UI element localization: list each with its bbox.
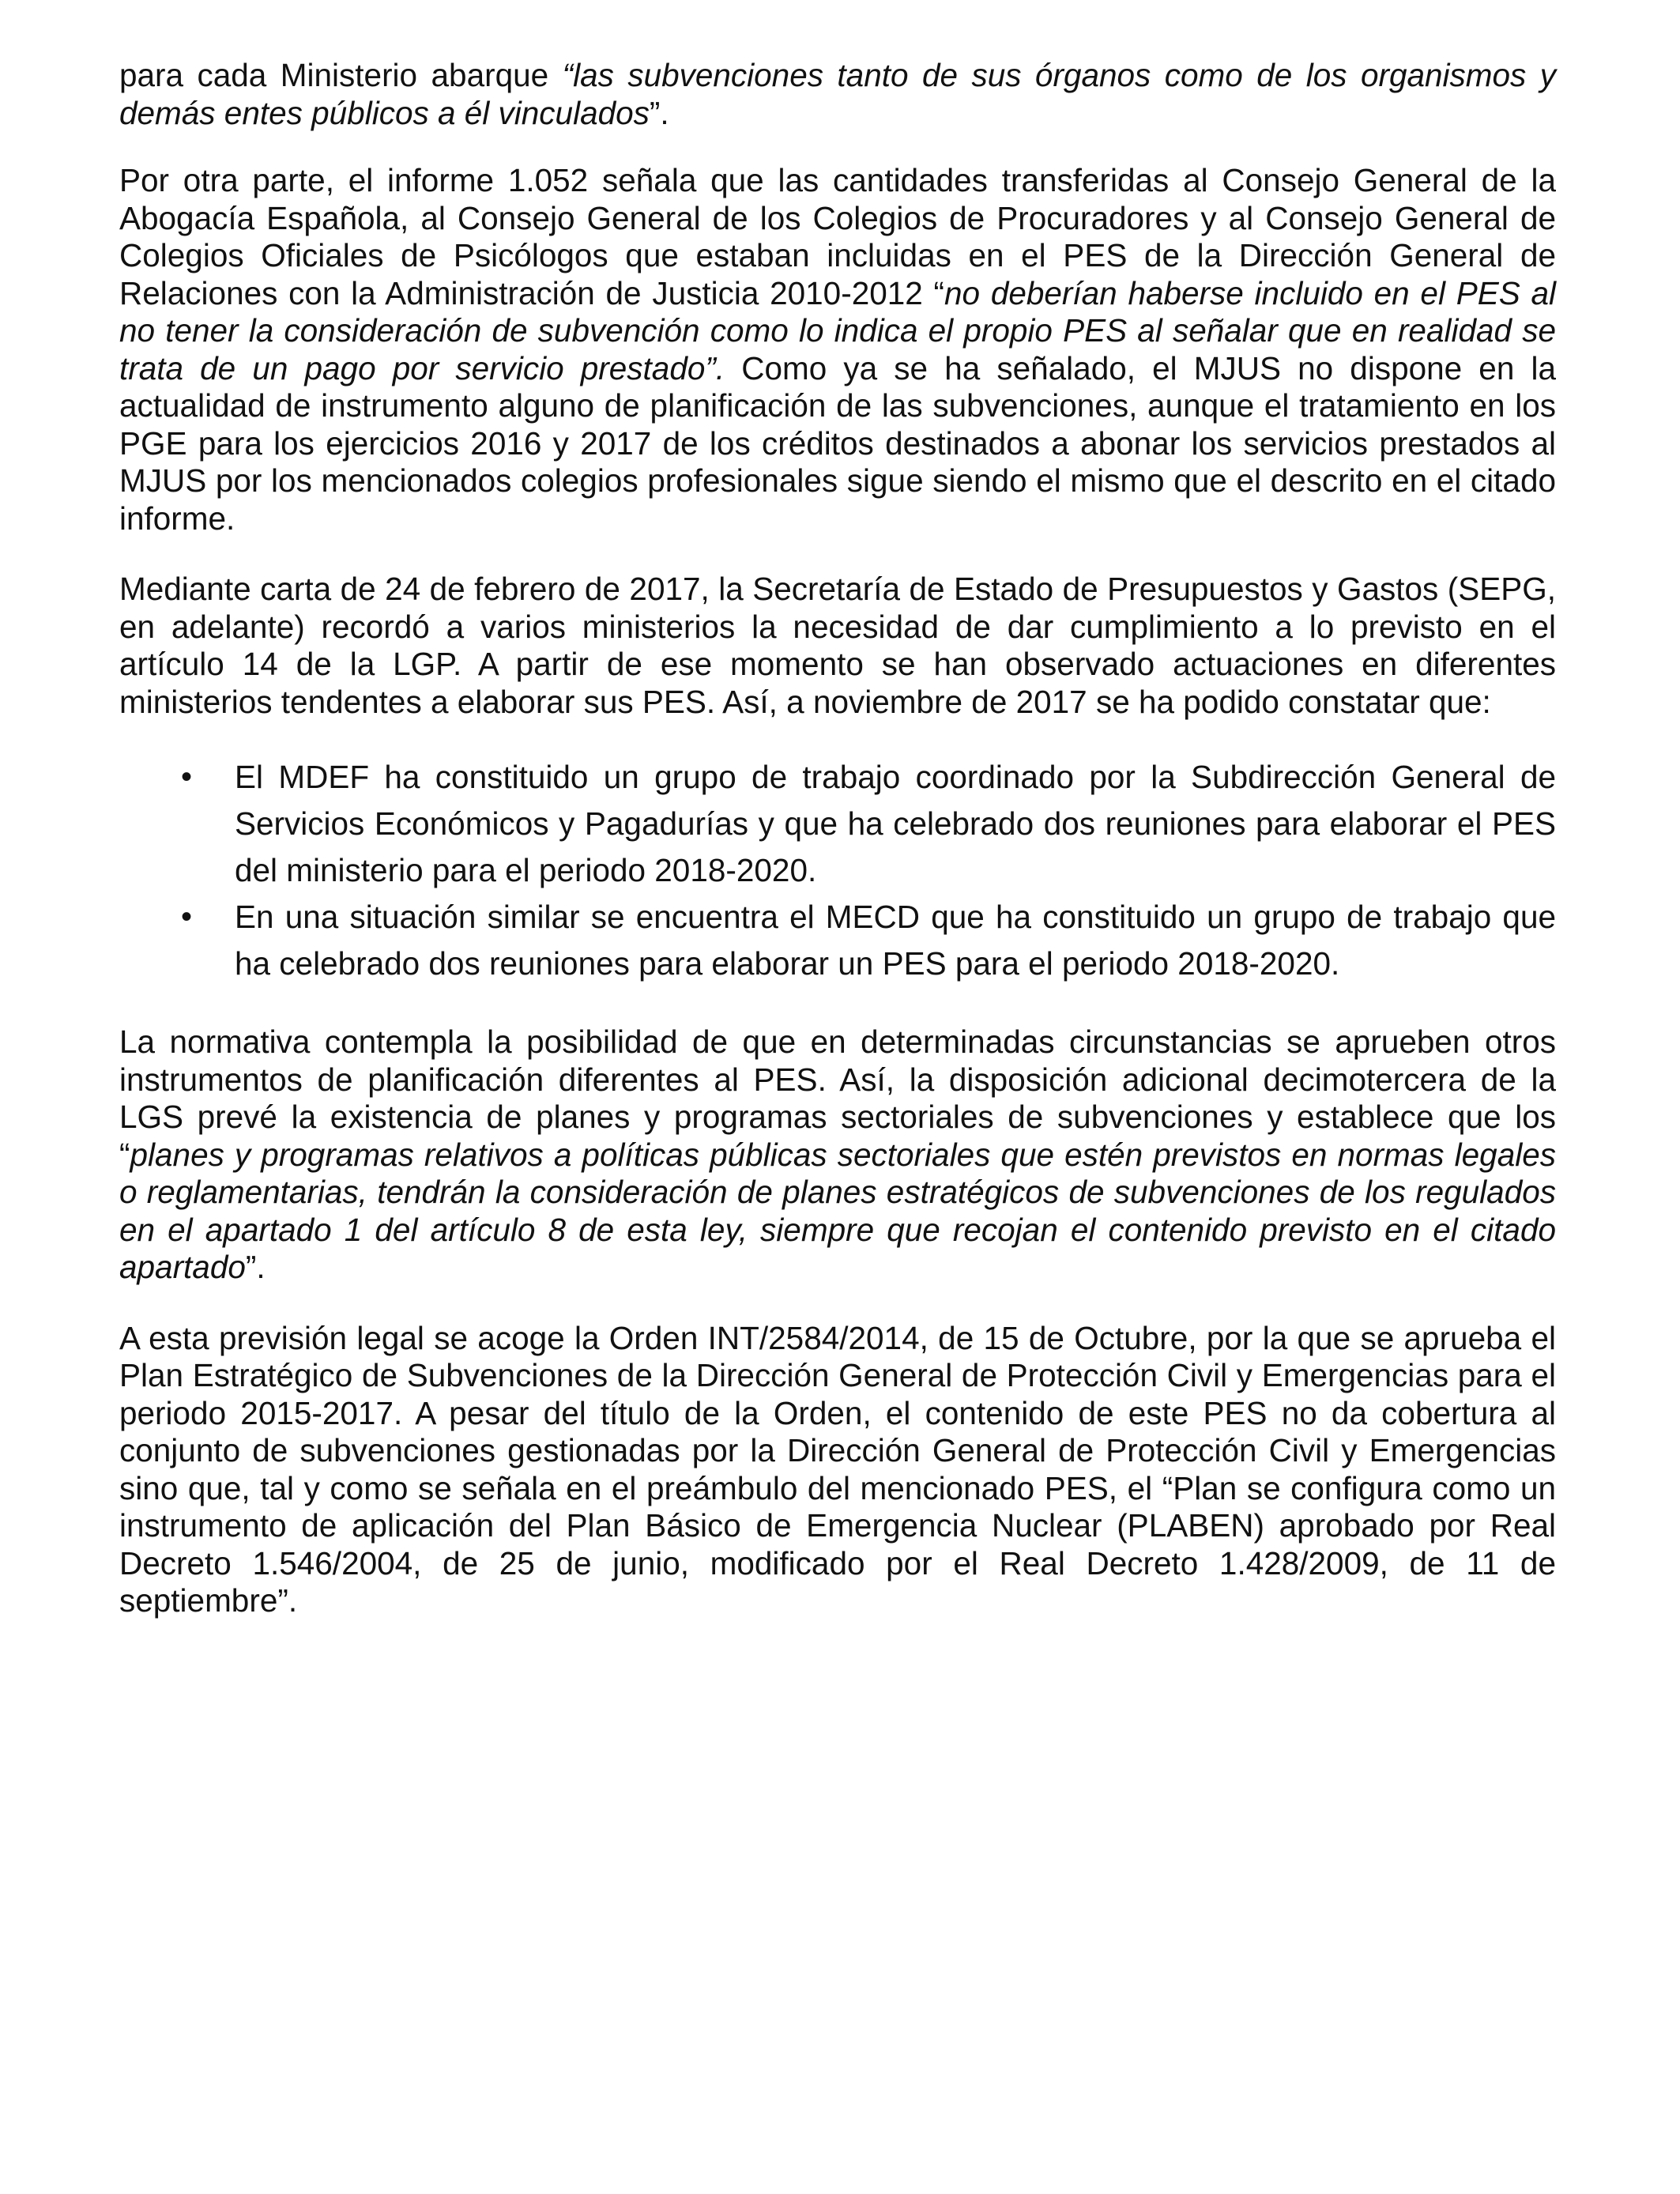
paragraph-1-text: para cada Ministerio abarque <box>119 57 563 93</box>
bullet-list <box>119 754 1556 987</box>
paragraph-2-end: Como ya se ha señalado, el MJUS no dispone en la actualidad de instrumento alguno de planificación de las subvenciones, aunque el tratamiento en los PGE para los ejercicios 2016 y 2017 de los créditos destinados a abonar los servicios prestados al MJUS por los mencionados colegios profesionales sigue siendo el mismo que el descrito en el citado informe. <box>119 349 1556 537</box>
paragraph-2-quote: no deberían haberse incluido en el PES al no tener la consideración de subvención como lo indica el propio PES al señalar que en realidad se trata de un pago por servicio prestado”. <box>119 274 1556 386</box>
paragraph-4-quote: planes y programas relativos a políticas públicas sectoriales que estén previstos en normas legales o reglamentarias, tendrán la consideración de planes estratégicos de subvenciones de los regulados en el apartado 1 del artículo 8 de esta ley, siempre que recojan el contenido previsto en el citado apartado <box>119 1136 1556 1285</box>
paragraph-2 <box>119 162 1556 537</box>
paragraph-5: A esta previsión legal se acoge la Orden INT/2584/2014, de 15 de Octubre, por la que se aprueba el Plan Estratégico de Subvenciones de la Dirección General de Protección Civil y Emergencias para el periodo 2015-2017. A pesar del título de la Orden, el contenido de este PES no da cobertura al conjunto de subvenciones gestionadas por la Dirección General de Protección Civil y Emergencias sino que, tal y como se señala en el preámbulo del mencionado PES, el “Plan se configura como un instrumento de aplicación del Plan Básico de Emergencia Nuclear (PLABEN) aprobado por Real Decreto 1.546/2004, de 25 de junio, modificado por el Real Decreto 1.428/2009, de 11 de septiembre”. <box>119 1319 1556 1619</box>
paragraph-2-text: Por otra parte, el informe 1.052 señala que las cantidades transferidas al Consejo General de la Abogacía Española, al Consejo General de los Colegios de Procuradores y al Consejo General de Colegios Oficiales de Psicólogos que estaban incluidas en el PES de la Dirección General de Relaciones con la Administración de Justicia 2010-2012 “ <box>119 162 1556 311</box>
paragraph-1-end: ”. <box>649 94 669 131</box>
bullet-item <box>119 894 1556 987</box>
paragraph-4-text: La normativa contempla la posibilidad de que en determinadas circunstancias se aprueben otros instrumentos de planificación diferentes al PES. Así, la disposición adicional decimotercera de la LGS prevé la existencia de planes y programas sectoriales de subvenciones y establece que los “ <box>119 1023 1556 1173</box>
paragraph-4-end: ”. <box>245 1249 266 1285</box>
paragraph-4 <box>119 1023 1556 1287</box>
document-page <box>119 57 1556 1653</box>
paragraph-3: Mediante carta de 24 de febrero de 2017, la Secretaría de Estado de Presupuestos y Gastos (SEPG, en adelante) recordó a varios ministerios la necesidad de dar cumplimiento a lo previsto en el artículo 14 de la LGP. A partir de ese momento se han observado actuaciones en diferentes ministerios tendentes a elaborar sus PES. Así, a noviembre de 2017 se ha podido constatar que: <box>119 571 1556 720</box>
bullet-icon: • <box>181 760 193 794</box>
bullet-icon: • <box>181 899 193 934</box>
paragraph-1-quote: “las subvenciones tanto de sus órganos como de los organismos y demás entes públicos a él vinculados <box>119 57 1556 131</box>
bullet-item <box>119 754 1556 894</box>
bullet-item-text: El MDEF ha constituido un grupo de trabajo coordinado por la Subdirección General de Servicios Económicos y Pagadurías y que ha celebrado dos reuniones para elaborar el PES del ministerio para el periodo 2018-2020. <box>235 759 1556 888</box>
bullet-item-text: En una situación similar se encuentra el MECD que ha constituido un grupo de trabajo que ha celebrado dos reuniones para elaborar un PES para el periodo 2018-2020. <box>235 899 1556 982</box>
paragraph-1 <box>119 57 1556 132</box>
